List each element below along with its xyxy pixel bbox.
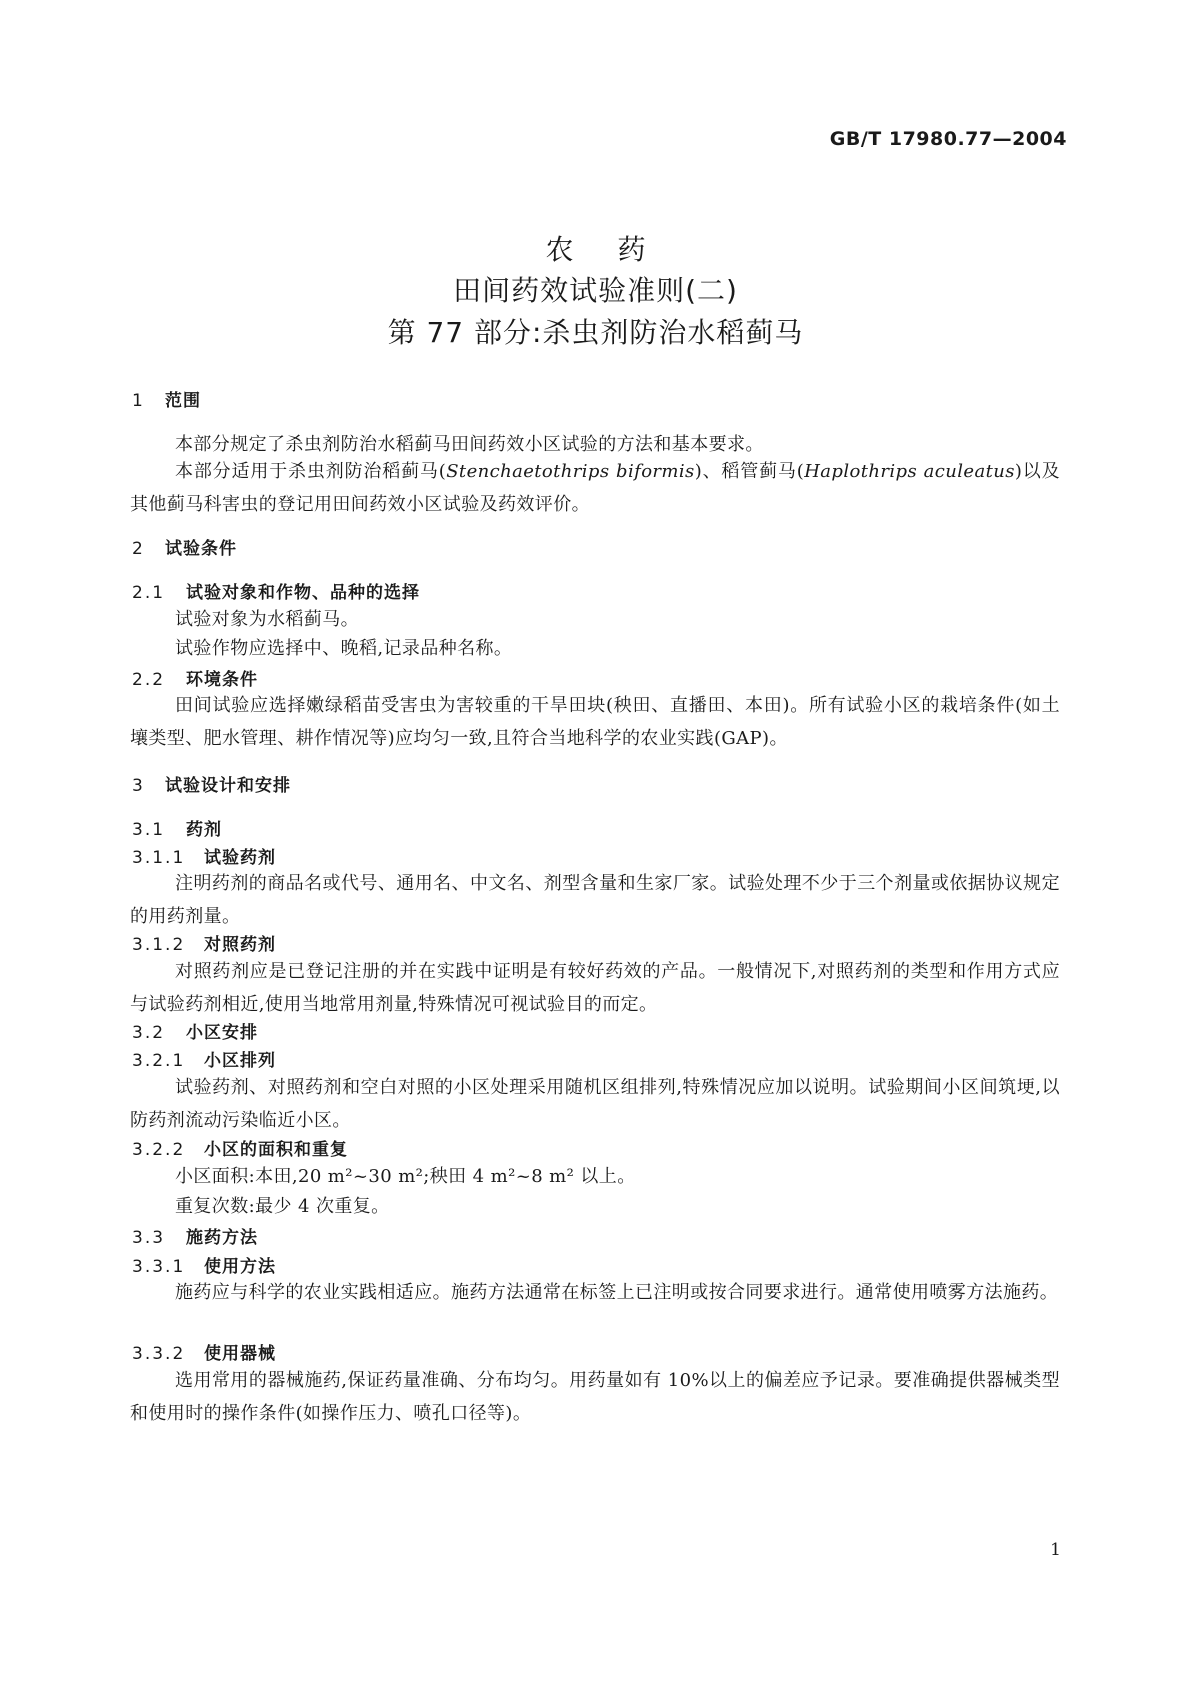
paragraph: 重复次数:最少 4 次重复。 [175, 1196, 390, 1217]
heading-number: 3.3 [132, 1228, 166, 1248]
heading-2 [132, 534, 237, 559]
heading-3-2 [132, 1018, 258, 1043]
heading-1 [132, 386, 201, 411]
heading-title: 环境条件 [186, 670, 258, 690]
heading-3-1 [132, 815, 222, 840]
heading-3-3-1 [132, 1252, 276, 1277]
heading-number: 2.1 [132, 583, 166, 603]
title-line-3: 第 77 部分:杀虫剂防治水稻蓟马 [387, 316, 804, 349]
text-run: )、稻管蓟马( [694, 461, 805, 482]
paragraph: 试验药剂、对照药剂和空白对照的小区处理采用随机区组排列,特殊情况应加以说明。试验期间小区间筑埂,以防药剂流动污染临近小区。 [130, 1077, 1060, 1131]
heading-title: 试验条件 [165, 539, 237, 559]
heading-number: 3.3.1 [132, 1257, 186, 1277]
heading-3-3-2 [132, 1339, 276, 1364]
heading-number: 3.2 [132, 1023, 166, 1043]
heading-title: 试验药剂 [204, 848, 276, 868]
text-run: 本部分适用于杀虫剂防治稻蓟马( [175, 461, 447, 482]
heading-title: 试验对象和作物、品种的选择 [186, 583, 420, 603]
heading-title: 药剂 [186, 820, 222, 840]
heading-number: 3.1.2 [132, 935, 186, 955]
heading-title: 对照药剂 [204, 935, 276, 955]
heading-number: 2 [132, 539, 145, 559]
heading-number: 1 [132, 391, 145, 411]
heading-number: 3 [132, 776, 145, 796]
heading-title: 范围 [165, 391, 201, 411]
heading-title: 使用方法 [204, 1257, 276, 1277]
heading-title: 施药方法 [186, 1228, 258, 1248]
heading-3 [132, 771, 291, 796]
heading-3-3 [132, 1223, 258, 1248]
paragraph: 注明药剂的商品名或代号、通用名、中文名、剂型含量和生家厂家。试验处理不少于三个剂量或依据协议规定的用药剂量。 [130, 873, 1060, 927]
heading-3-1-2 [132, 930, 276, 955]
latin-name: Haplothrips aculeatus [804, 461, 1015, 482]
paragraph: 选用常用的器械施药,保证药量准确、分布均匀。用药量如有 10%以上的偏差应予记录。要准确提供器械类型和使用时的操作条件(如操作压力、喷孔口径等)。 [130, 1370, 1060, 1424]
heading-title: 小区安排 [186, 1023, 258, 1043]
heading-title: 使用器械 [204, 1344, 276, 1364]
title-line-2: 田间药效试验准则(二) [453, 274, 738, 307]
paragraph: 本部分规定了杀虫剂防治水稻蓟马田间药效小区试验的方法和基本要求。 [175, 434, 764, 455]
heading-title: 试验设计和安排 [165, 776, 291, 796]
heading-number: 3.2.2 [132, 1140, 186, 1160]
heading-3-1-1 [132, 843, 276, 868]
paragraph: 施药应与科学的农业实践相适应。施药方法通常在标签上已注明或按合同要求进行。通常使用喷雾方法施药。 [175, 1282, 1059, 1303]
paragraph: 田间试验应选择嫩绿稻苗受害虫为害较重的干旱田块(秧田、直播田、本田)。所有试验小区的栽培条件(如土壤类型、肥水管理、耕作情况等)应均匀一致,且符合当地科学的农业实践(GAP)。 [130, 695, 1060, 749]
heading-number: 3.3.2 [132, 1344, 186, 1364]
paragraph: 试验作物应选择中、晚稻,记录品种名称。 [175, 638, 513, 659]
paragraph-scope [130, 455, 1060, 521]
heading-2-1 [132, 578, 420, 603]
paragraph: 小区面积:本田,20 m²~30 m²;秧田 4 m²~8 m² 以上。 [175, 1166, 636, 1187]
heading-number: 3.1.1 [132, 848, 186, 868]
paragraph: 试验对象为水稻蓟马。 [175, 609, 359, 630]
text-run: )以及其他蓟马科害虫的登记用田间药效小区试验及药效评价。 [130, 461, 1060, 515]
heading-number: 2.2 [132, 670, 166, 690]
heading-number: 3.1 [132, 820, 166, 840]
heading-title: 小区的面积和重复 [204, 1140, 348, 1160]
paragraph: 对照药剂应是已登记注册的并在实践中证明是有较好药效的产品。一般情况下,对照药剂的类型和作用方式应与试验药剂相近,使用当地常用剂量,特殊情况可视试验目的而定。 [130, 961, 1060, 1015]
heading-3-2-1 [132, 1046, 276, 1071]
heading-number: 3.2.1 [132, 1051, 186, 1071]
heading-3-2-2 [132, 1135, 348, 1160]
latin-name: Stenchaetothrips biformis [446, 461, 695, 482]
title-line-1: 农药 [545, 233, 690, 266]
heading-2-2 [132, 665, 258, 690]
page-number: 1 [1050, 1540, 1061, 1560]
standard-number: GB/T 17980.77—2004 [829, 128, 1067, 150]
heading-title: 小区排列 [204, 1051, 276, 1071]
